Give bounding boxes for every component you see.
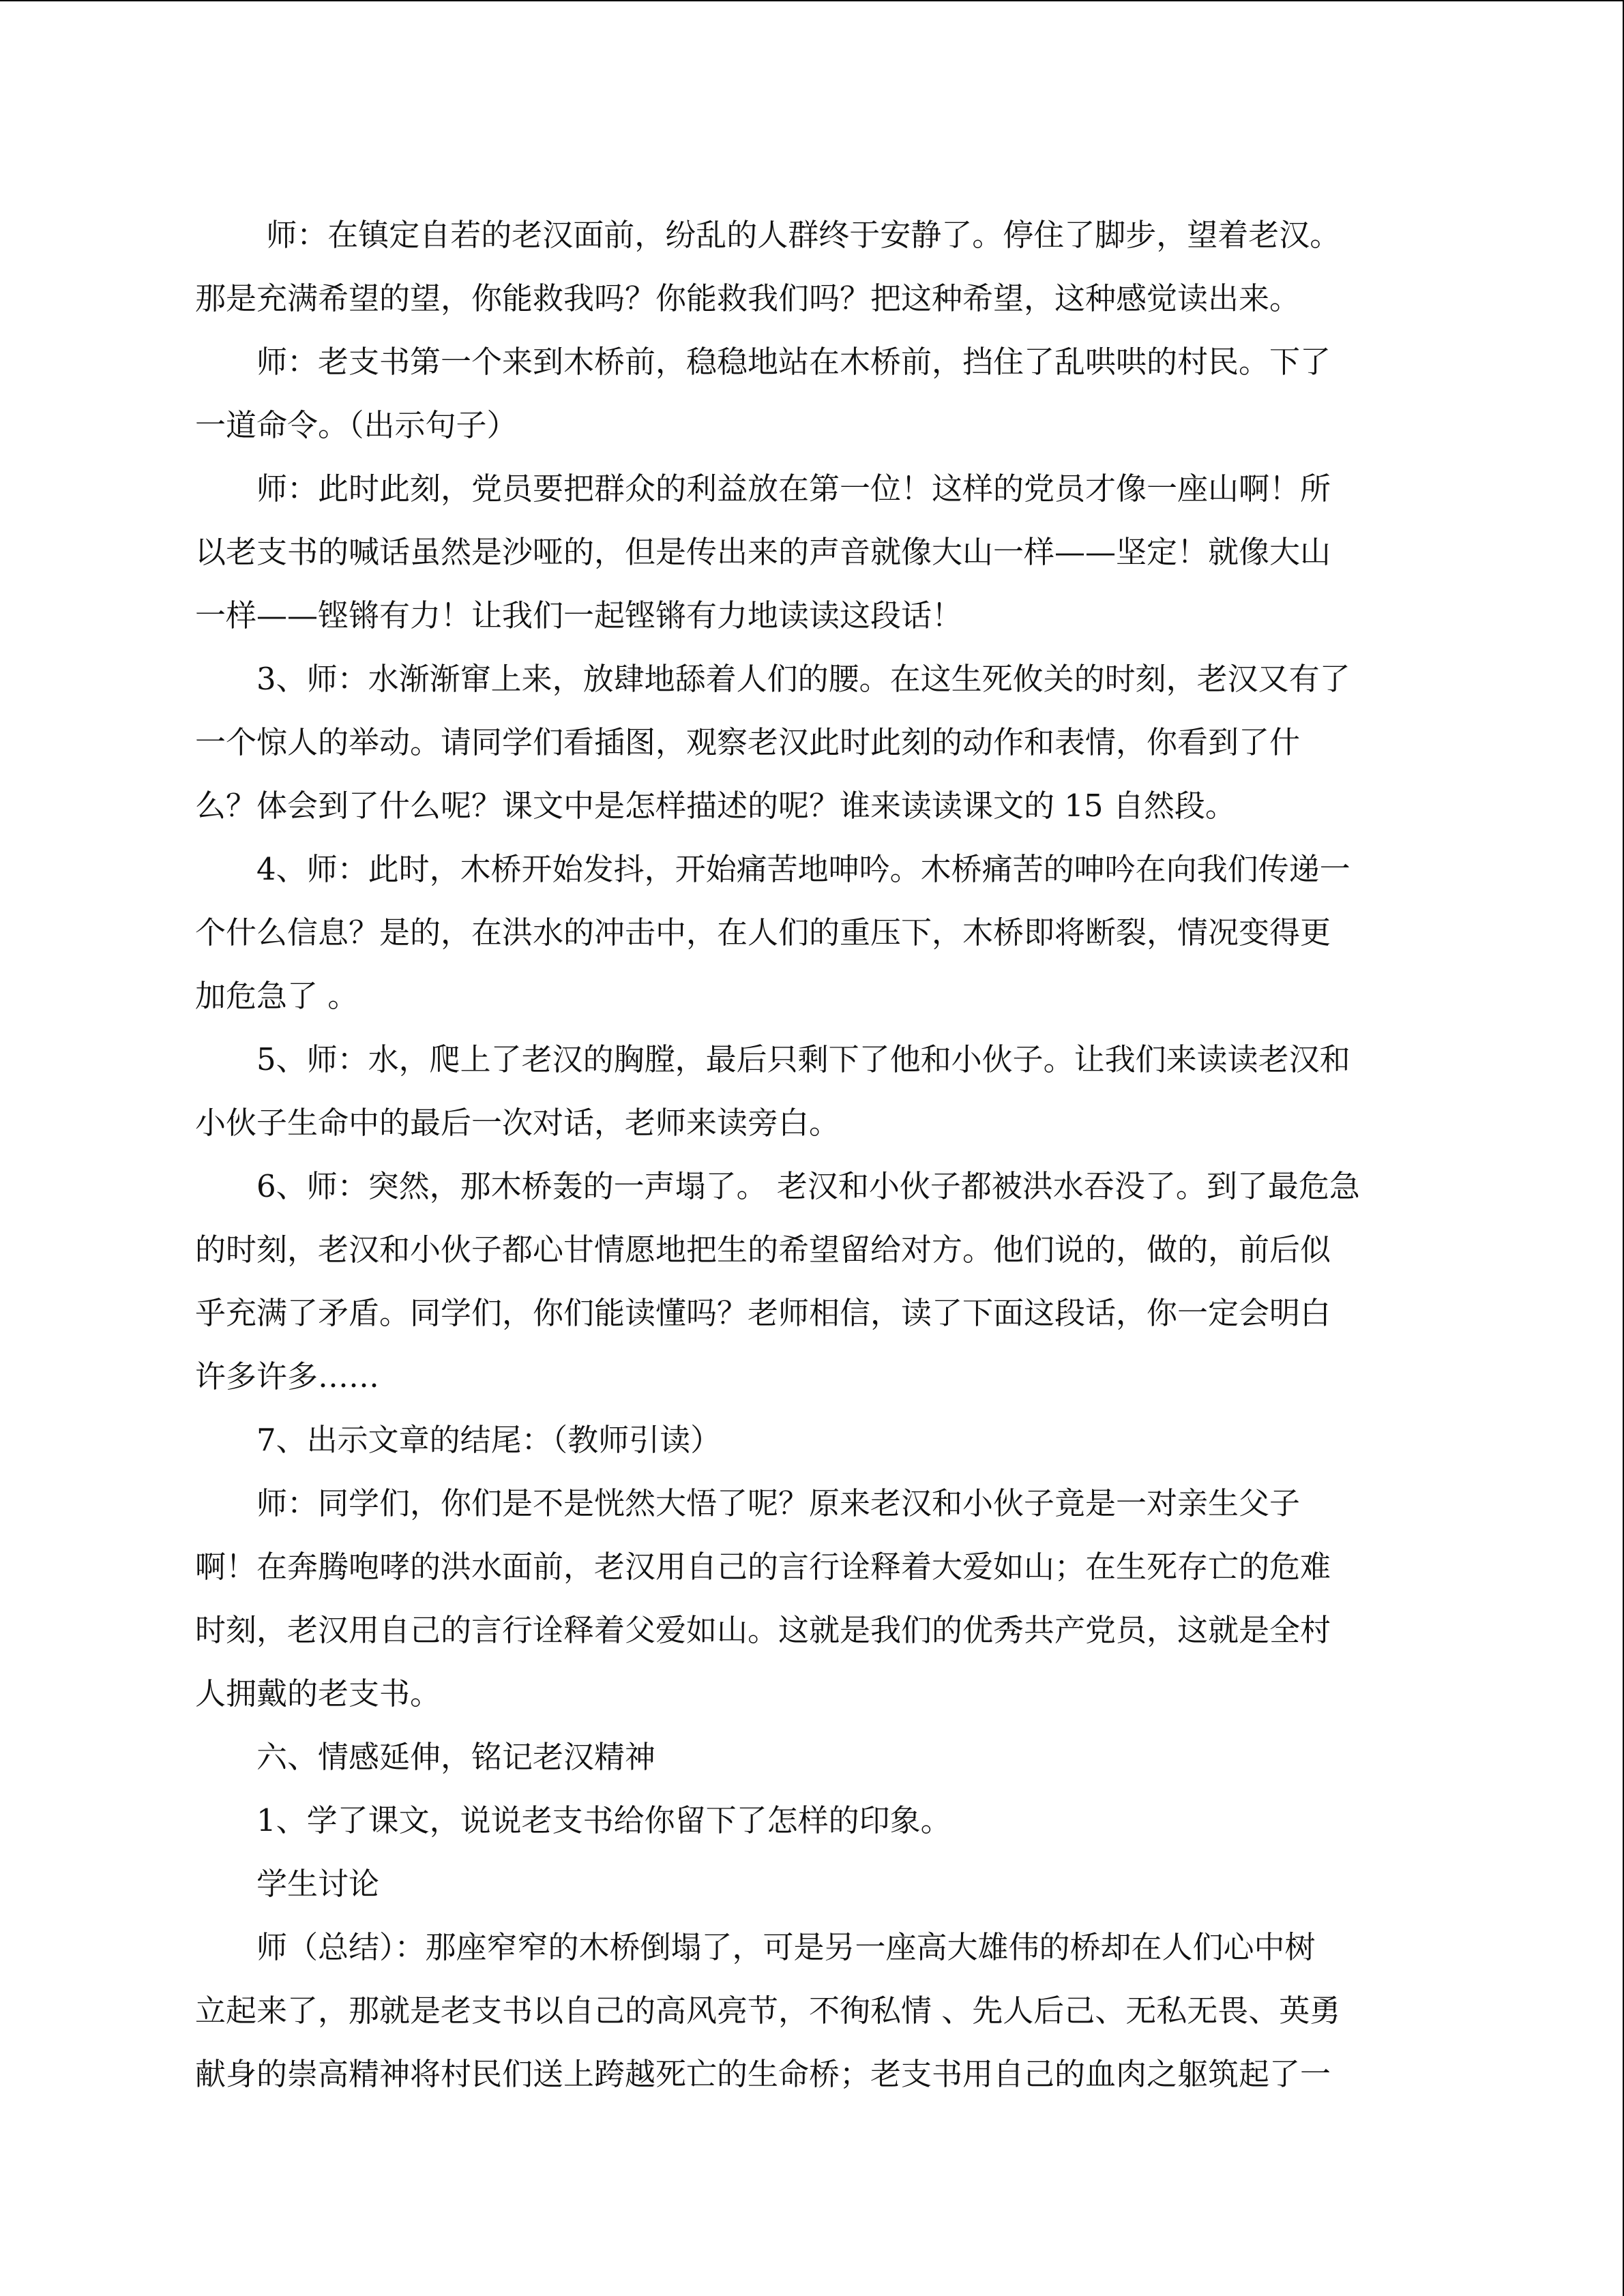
paragraph [195,1725,1443,1789]
text-line: 的时刻，老汉和小伙子都心甘情愿地把生的希望留给对方。他们说的，做的，前后似 [195,1232,1331,1268]
text-line: 一个惊人的举动。请同学们看插图，观察老汉此时此刻的动作和表情，你看到了什 [195,724,1301,760]
text-line: 师：在镇定自若的老汉面前，纷乱的人群终于安静了。停住了脚步，望着老汉。 [256,217,1341,253]
text-line: 以老支书的喊话虽然是沙哑的，但是传出来的声音就像大山一样——坚定！就像大山 [195,534,1331,570]
text-line: 一道命令。（出示句子） [195,407,518,443]
text-line: 4、师：此时，木桥开始发抖，开始痛苦地呻吟。木桥痛苦的呻吟在向我们传递一 [256,851,1350,887]
text-line: 乎充满了矛盾。同学们，你们能读懂吗？老师相信，读了下面这段话，你一定会明白 [195,1295,1331,1331]
text-line: 5、师：水，爬上了老汉的胸膛，最后只剩下了他和小伙子。让我们来读读老汉和 [256,1041,1350,1077]
document-body [195,203,1443,2106]
paragraph [195,203,1443,330]
text-line: 献身的崇高精神将村民们送上跨越死亡的生命桥；老支书用自己的血肉之躯筑起了一 [195,2056,1331,2092]
paragraph [195,457,1443,647]
paragraph [195,1028,1443,1154]
paragraph [195,837,1443,1028]
paragraph [195,1852,1443,1915]
paragraph [195,1408,1443,1472]
text-line: 么？体会到了什么呢？课文中是怎样描述的呢？谁来读读课文的 15 自然段。 [195,788,1236,824]
paragraph [195,330,1443,457]
text-line: 许多许多…… [195,1358,380,1395]
text-line: 个什么信息？是的，在洪水的冲击中，在人们的重压下，木桥即将断裂，情况变得更 [195,914,1331,951]
text-line: 1、学了课文，说说老支书给你留下了怎样的印象。 [256,1802,951,1838]
text-line: 时刻，老汉用自己的言行诠释着父爱如山。这就是我们的优秀共产党员，这就是全村 [195,1612,1331,1648]
text-line: 一样——铿锵有力！让我们一起铿锵有力地读读这段话！ [195,597,963,633]
text-line: 师：同学们，你们是不是恍然大悟了呢？原来老汉和小伙子竟是一对亲生父子 [256,1485,1301,1521]
text-line: 师：老支书第一个来到木桥前，稳稳地站在木桥前，挡住了乱哄哄的村民。下了 [256,344,1331,380]
text-line: 6、师：突然，那木桥轰的一声塌了。 老汉和小伙子都被洪水吞没了。到了最危急 [256,1168,1360,1204]
text-line: 啊！在奔腾咆哮的洪水面前，老汉用自己的言行诠释着大爱如山；在生死存亡的危难 [195,1549,1331,1585]
paragraph [195,647,1443,837]
paragraph [195,1789,1443,1852]
paragraph [195,1915,1443,2106]
text-line: 学生讨论 [256,1866,380,1902]
text-line: 7、出示文章的结尾：（教师引读） [256,1422,722,1458]
text-line: 人拥戴的老支书。 [195,1675,441,1712]
paragraph [195,1154,1443,1408]
text-line: 3、师：水渐渐窜上来，放肆地舔着人们的腰。在这生死攸关的时刻，老汉又有了 [256,661,1350,697]
text-line: 师：此时此刻，党员要把群众的利益放在第一位！这样的党员才像一座山啊！所 [256,471,1331,507]
text-line: 小伙子生命中的最后一次对话，老师来读旁白。 [195,1105,840,1141]
text-line: 那是充满希望的望，你能救我吗？你能救我们吗？把这种希望，这种感觉读出来。 [195,280,1301,316]
paragraph [195,1472,1443,1725]
text-line: 六、情感延伸，铭记老汉精神 [256,1739,656,1775]
text-line: 立起来了，那就是老支书以自己的高风亮节，不徇私情 、先人后己、无私无畏、英勇 [195,1993,1341,2029]
text-line: 加危急了 。 [195,978,359,1014]
text-line: 师（总结）：那座窄窄的木桥倒塌了，可是另一座高大雄伟的桥却在人们心中树 [256,1929,1316,1965]
